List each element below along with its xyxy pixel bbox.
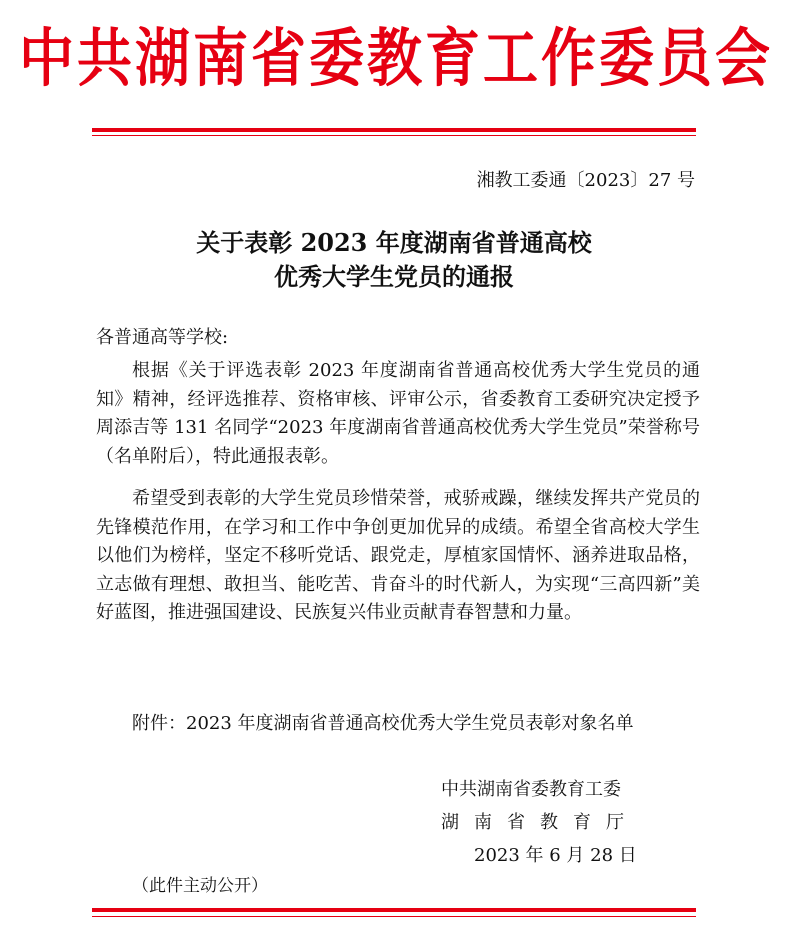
footer-rule-thin <box>92 916 696 917</box>
signature-issuer-2: 湖南省教育厅 <box>441 812 639 833</box>
footer-rule-thick <box>92 908 696 912</box>
document-number: 湘教工委通〔2023〕27 号 <box>476 170 695 191</box>
title-line-2: 优秀大学生党员的通报 <box>274 262 514 291</box>
attachment-line: 附件：2023 年度湖南省普通高校优秀大学生党员表彰对象名单 <box>132 713 634 734</box>
title-line-1: 关于表彰 2023 年度湖南省普通高校 <box>196 228 592 257</box>
body-paragraph-2: 希望受到表彰的大学生党员珍惜荣誉，戒骄戒躁，继续发挥共产党员的先锋模范作用，在学习和工作中争创更加优异的成绩。希望全省高校大学生以他们为榜样，坚定不移听党话、跟党走，厚植家国情怀、涵养进取品格，立志做有理想、敢担当、能吃苦、肯奋斗的时代新人，为实现“三高四新”美好蓝图，推进强国建设、民族复兴伟业贡献青春智慧和力量。 <box>96 488 700 624</box>
salutation: 各普通高等学校: <box>96 327 229 348</box>
disclosure-note: （此件主动公开） <box>132 876 268 896</box>
signature-date: 2023 年 6 月 28 日 <box>474 845 637 866</box>
signature-issuer-1: 中共湖南省委教育工委 <box>441 779 621 800</box>
body-paragraph-1: 根据《关于评选表彰 2023 年度湖南省普通高校优秀大学生党员的通知》精神，经评选推荐、资格审核、评审公示，省委教育工委研究决定授予周添吉等 131 名同学“2023 年度湖南省普通高校优秀大学生党员”荣誉称号（名单附后），特此通报表彰。 <box>96 360 700 467</box>
header-rule-thick <box>92 128 696 132</box>
masthead-org-name: 中共湖南省委教育工作委员会 <box>18 21 773 95</box>
header-rule-thin <box>92 135 696 136</box>
